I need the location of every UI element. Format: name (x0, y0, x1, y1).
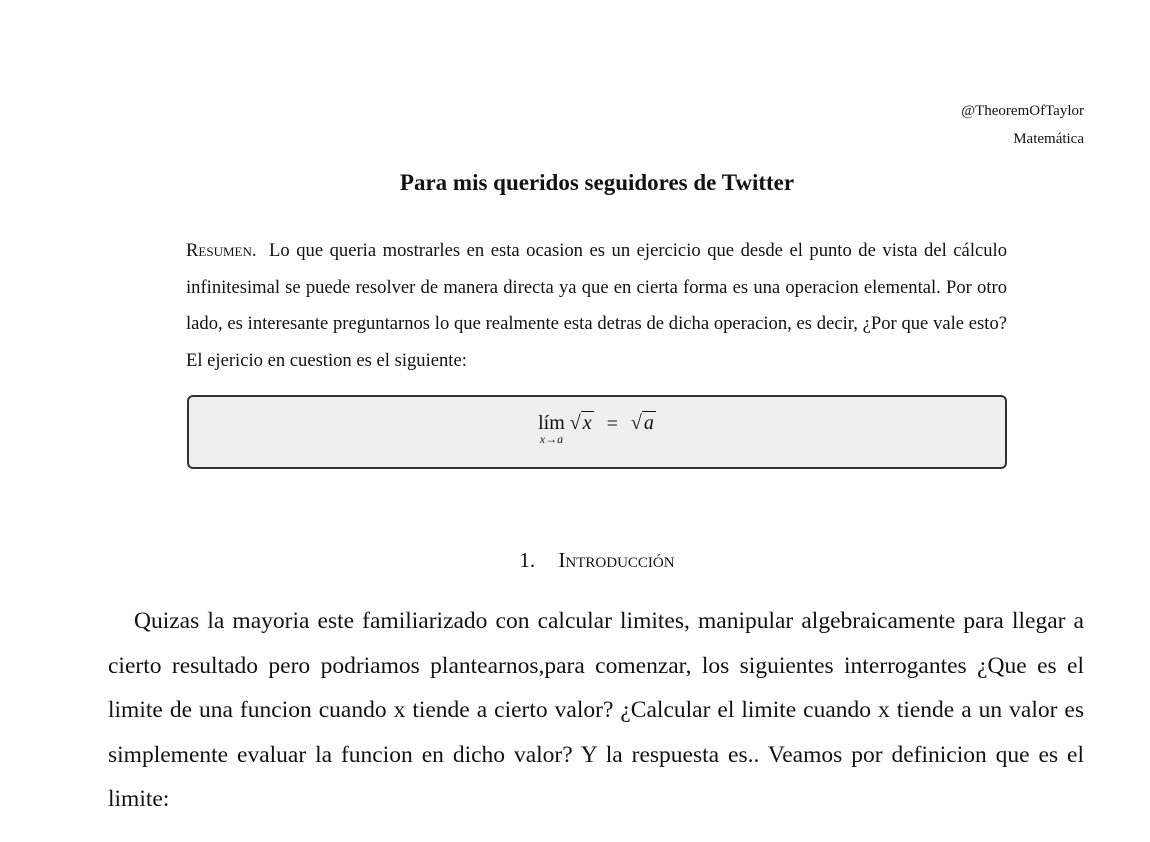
left-radicand: x (582, 412, 592, 434)
abstract (186, 233, 1007, 379)
right-radicand: a (643, 412, 654, 434)
lim-word: lím (538, 412, 565, 434)
section-title: Introducción (558, 548, 675, 572)
limit-formula (189, 413, 1005, 445)
limit-operator (538, 413, 565, 445)
subject-label: Matemática (1013, 131, 1084, 147)
document-title: Para mis queridos seguidores de Twitter (399, 170, 795, 195)
section-heading (0, 548, 1150, 573)
equals-sign: = (606, 413, 618, 435)
sqrt-left: √ x (569, 412, 592, 434)
formula-box (187, 395, 1007, 469)
abstract-text: Lo que queria mostrarles en esta ocasion es un ejercicio que desde el punto de vista del cálculo infinitesimal se puede resolver de manera directa ya que en cierta forma es una operacion elemental. Por otro lado, es interesante preguntarnos lo que realmente esta detras de dicha operacion, es decir, ¿Por que vale esto? El ejericio en cuestion es el siguiente: (186, 240, 1007, 371)
intro-paragraph: Quizas la mayoria este familiarizado con calcular limites, manipular algebraicamente para llegar a cierto resultado pero podriamos plantearnos,para comenzar, los siguientes interrogantes ¿Que es el limite de una funcion cuando x tiende a cierto valor? ¿Calcular el limite cuando x tiende a un valor es simplemente evaluar la funcion en dicho valor? Y la respuesta es.. Veamos por definicion que es el limite: (108, 608, 1084, 813)
author-handle: @TheoremOfTaylor (961, 103, 1084, 119)
lim-subscript: x→a (539, 432, 564, 446)
section-number: 1. (519, 548, 536, 572)
sqrt-right: √ a (630, 412, 654, 434)
abstract-label: Resumen. (186, 240, 257, 261)
document-header (961, 97, 1084, 153)
